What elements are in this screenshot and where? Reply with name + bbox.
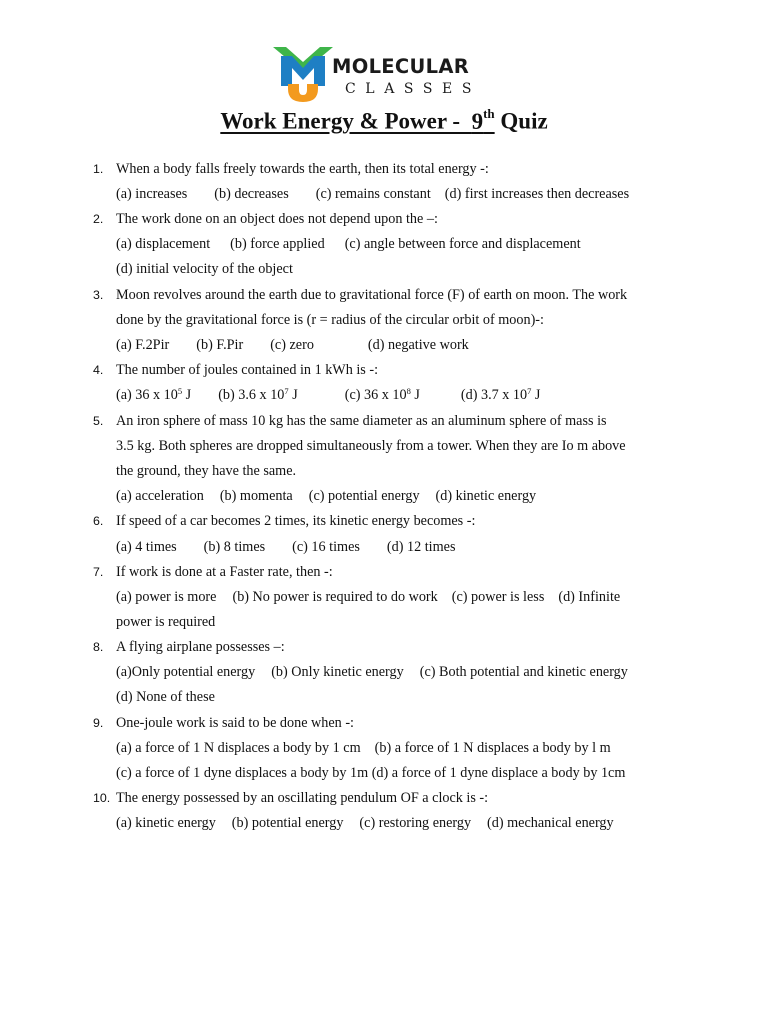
title-grade: 9th — [471, 106, 495, 134]
option: (a) a force of 1 N displaces a body by 1 cm — [116, 740, 361, 756]
option: (d) None of these — [116, 689, 215, 705]
question-text: The number of joules contained in 1 kWh is -: — [116, 362, 379, 378]
options-row — [116, 761, 625, 786]
option: (d) negative work — [367, 337, 469, 353]
option: (c) zero — [270, 337, 314, 353]
question-text: If speed of a car becomes 2 times, its kinetic energy becomes -: — [116, 513, 476, 529]
question-number: 8. — [93, 640, 104, 654]
question-text: If work is done at a Faster rate, then -: — [116, 564, 333, 580]
option: (a) increases — [116, 186, 188, 202]
option: (a) F.2Pir — [116, 337, 170, 353]
option: (b) F.Pir — [196, 337, 244, 353]
option: (b) potential energy — [231, 815, 344, 831]
brand-subtitle: CLASSES — [345, 81, 482, 97]
option: (b) force applied — [230, 236, 325, 252]
options-row — [116, 484, 536, 509]
question-number: 4. — [93, 363, 104, 377]
option: (d) a force of 1 dyne displace a body by 1cm — [371, 765, 626, 781]
options-row — [116, 182, 629, 207]
option: (d) first increases then decreases — [444, 186, 630, 202]
option: (c) power is less — [451, 589, 545, 605]
option: (d) 12 times — [386, 539, 456, 555]
option: (a) 36 x $10^5$ J — [116, 386, 192, 403]
option: (b) 8 times — [203, 539, 266, 555]
option: (a) kinetic energy — [116, 815, 216, 831]
options-row — [116, 232, 581, 257]
option: (d) Infinite — [558, 589, 621, 605]
question-number: 3. — [93, 288, 104, 302]
option: (a) displacement — [116, 236, 211, 252]
options-row — [116, 383, 540, 408]
brand-name: MOLECULAR — [332, 55, 470, 78]
option: (d) initial velocity of the object — [116, 261, 293, 277]
options-row — [116, 535, 455, 560]
question-number: 10. — [93, 791, 111, 805]
options-row — [116, 333, 469, 358]
question-number: 1. — [93, 162, 104, 176]
question-text: the ground, they have the same. — [116, 463, 297, 479]
question-text: When a body falls freely towards the earth, then its total energy -: — [116, 161, 489, 177]
question-text: The work done on an object does not depend upon the –: — [116, 211, 438, 227]
option: (c) angle between force and displacement — [344, 236, 581, 252]
option: (c) Both potential and kinetic energy — [419, 664, 628, 680]
question-text: The energy possessed by an oscillating pendulum OF a clock is -: — [116, 790, 489, 806]
option: (b) Only kinetic energy — [271, 664, 404, 680]
option: (b) No power is required to do work — [232, 589, 438, 605]
question-number: 6. — [93, 514, 104, 528]
option: (a)Only potential energy — [116, 664, 256, 680]
page-title — [0, 108, 768, 135]
question-text: done by the gravitational force is (r = radius of the circular orbit of moon)-: — [116, 312, 544, 328]
option: (c) a force of 1 dyne displaces a body by 1m — [116, 765, 369, 781]
option: (b) a force of 1 N displaces a body by l m — [374, 740, 611, 756]
options-row — [116, 660, 628, 685]
option: (a) 4 times — [116, 539, 177, 555]
question-text: 3.5 kg. Both spheres are dropped simultaneously from a tower. When they are Io m above — [116, 438, 626, 454]
question-number: 7. — [93, 565, 104, 579]
title-tail: Quiz — [500, 108, 548, 134]
question-text: Moon revolves around the earth due to gravitational force (F) of earth on moon. The work — [116, 287, 628, 303]
option: (d) mechanical energy — [487, 815, 614, 831]
option: (c) remains constant — [315, 186, 431, 202]
question-number: 9. — [93, 716, 104, 730]
option-continued: power is required — [116, 614, 216, 630]
question-text: A flying airplane possesses –: — [116, 639, 285, 655]
option: (d) 3.7 x $10^7$ J — [460, 386, 541, 403]
option: (b) decreases — [214, 186, 289, 202]
option: (a) acceleration — [116, 488, 204, 504]
options-row — [116, 736, 611, 761]
option: (d) kinetic energy — [435, 488, 537, 504]
brand-logo — [272, 44, 482, 104]
title-grade-suffix: th — [483, 106, 495, 121]
option: (b) momenta — [219, 488, 293, 504]
question-number: 5. — [93, 414, 104, 428]
option: (c) restoring energy — [359, 815, 472, 831]
option: (b) 3.6 x $10^7$ J — [218, 386, 298, 403]
option: (c) 36 x $10^8$ J — [344, 386, 420, 403]
title-main: Work Energy & Power - — [220, 108, 472, 134]
options-row — [116, 811, 614, 836]
option: (a) power is more — [116, 589, 217, 605]
question-text: An iron sphere of mass 10 kg has the same diameter as an aluminum sphere of mass is — [116, 413, 607, 429]
option: (c) potential energy — [308, 488, 420, 504]
question-text: One-joule work is said to be done when -: — [116, 715, 354, 731]
option: (c) 16 times — [292, 539, 360, 555]
options-row — [116, 585, 620, 610]
molecular-logo-icon — [272, 44, 334, 102]
question-number: 2. — [93, 212, 104, 226]
